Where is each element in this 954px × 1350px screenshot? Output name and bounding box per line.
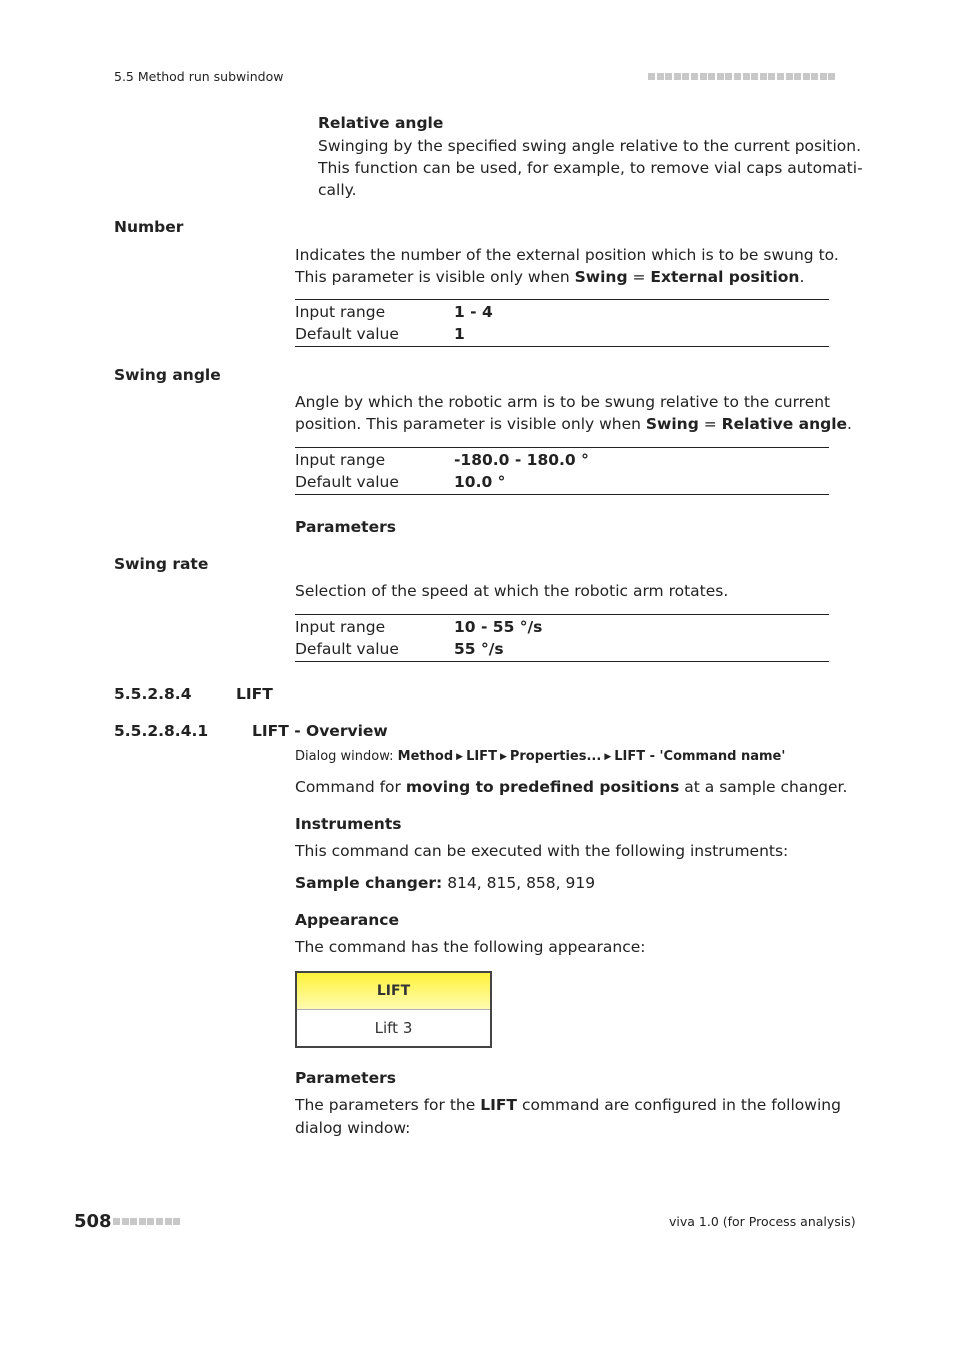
instruments-desc: This command can be executed with the following instruments: (295, 842, 789, 860)
number-desc-line-2: This parameter is visible only when Swing = External position. (295, 268, 805, 286)
section-heading-lift-overview: 5.5.2.8.4.1 LIFT - Overview (114, 722, 388, 740)
table-row: Input range -180.0 - 180.0 ° (295, 451, 589, 469)
swing-rate-param-table (295, 614, 829, 662)
parameters-desc-line-1: The parameters for the LIFT command are configured in the following (295, 1096, 841, 1114)
number-desc-line-1: Indicates the number of the external position which is to be swung to. (295, 246, 839, 264)
command-description: Command for moving to predefined positions at a sample changer. (295, 778, 848, 796)
parameters-desc-line-2: dialog window: (295, 1119, 411, 1137)
relative-angle-line-1: Swinging by the specified swing angle relative to the current position. (318, 137, 862, 155)
relative-angle-line-2: This function can be used, for example, to remove vial caps automati- (318, 159, 863, 177)
swing-angle-desc-line-2: position. This parameter is visible only when Swing = Relative angle. (295, 415, 852, 433)
table-row: Input range 10 - 55 °/s (295, 618, 543, 636)
product-name: viva 1.0 (for Process analysis) (669, 1214, 856, 1229)
instruments-heading: Instruments (295, 815, 402, 833)
page-number: 508 (74, 1211, 112, 1232)
footer-decoration (113, 1218, 180, 1225)
table-row: Default value 10.0 ° (295, 473, 506, 491)
lift-command-box (295, 971, 492, 1048)
number-label: Number (114, 218, 184, 236)
parameters-heading-2: Parameters (295, 1069, 396, 1087)
header-decoration (648, 73, 835, 80)
number-param-table (295, 299, 829, 347)
appearance-desc: The command has the following appearance: (295, 938, 646, 956)
appearance-heading: Appearance (295, 911, 399, 929)
command-box-name: Lift 3 (374, 1019, 413, 1037)
swing-rate-label: Swing rate (114, 555, 209, 573)
relative-angle-line-3: cally. (318, 181, 357, 199)
table-row: Default value 55 °/s (295, 640, 504, 658)
running-header-section: 5.5 Method run subwindow (114, 69, 284, 84)
section-heading-lift: 5.5.2.8.4 LIFT (114, 685, 273, 703)
dialog-path: Dialog window: Method ▶ LIFT ▶ Properties... ▶ LIFT - 'Command name' (295, 749, 786, 764)
swing-angle-desc-line-1: Angle by which the robotic arm is to be swung relative to the current (295, 393, 831, 411)
relative-angle-title: Relative angle (318, 114, 444, 132)
sample-changer-list: Sample changer: 814, 815, 858, 919 (295, 874, 596, 892)
swing-rate-desc: Selection of the speed at which the robotic arm rotates. (295, 582, 729, 600)
swing-angle-param-table (295, 447, 829, 495)
table-row: Default value 1 (295, 325, 465, 343)
table-row: Input range 1 - 4 (295, 303, 493, 321)
swing-angle-label: Swing angle (114, 366, 221, 384)
command-box-title: LIFT (297, 973, 490, 1010)
parameters-heading: Parameters (295, 518, 396, 536)
